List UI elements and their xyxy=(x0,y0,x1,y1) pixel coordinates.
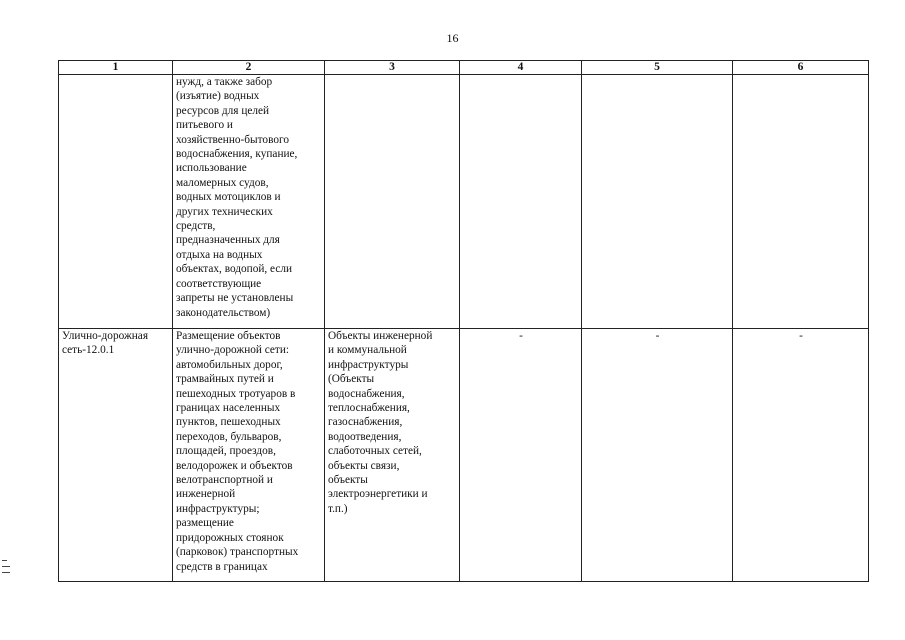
table-cell xyxy=(460,329,582,582)
table-cell xyxy=(733,75,869,329)
table-cell xyxy=(733,329,869,582)
cell-text: - xyxy=(519,330,523,342)
table-header-row xyxy=(59,61,869,75)
cell-text: Объекты инженерной и коммунальной инфраструктуры (Объекты водоснабжения, теплоснабжения, газоснабжения, водоотведения, слаботочных сетей, объекты связи, объекты электроэнергетики и т.п.) xyxy=(328,330,433,515)
cell-text xyxy=(585,75,730,328)
cell-text: Размещение объектов улично-дорожной сети: автомобильных дорог, трамвайных путей и пешеходных тротуаров в границах населенных пунктов, пешеходных переходов, бульваров, площадей, проездов, велодорожек и объектов велотранспортной и инженерной инфраструктуры; размещение придорожных стоянок (парковок) транспортных средств в границах xyxy=(176,330,299,573)
margin-tick xyxy=(2,566,10,567)
table-cell xyxy=(582,75,733,329)
column-header-1: 1 xyxy=(59,61,173,75)
page-number: 16 xyxy=(446,31,459,45)
margin-tick xyxy=(2,560,7,561)
cell-text xyxy=(62,75,170,328)
margin-marks xyxy=(2,560,10,578)
table-cell xyxy=(325,329,460,582)
cell-text xyxy=(463,75,579,328)
cell-text: - xyxy=(655,330,660,342)
table-cell xyxy=(460,75,582,329)
column-header-4: 4 xyxy=(460,61,582,75)
regulations-table xyxy=(58,60,869,582)
table-cell xyxy=(173,329,325,582)
table-cell xyxy=(59,329,173,582)
table-row xyxy=(59,329,869,582)
cell-text: Улично-дорожная сеть-12.0.1 xyxy=(62,330,149,357)
cell-text xyxy=(328,75,457,328)
table-cell xyxy=(59,75,173,329)
column-header-5: 5 xyxy=(582,61,733,75)
column-header-2: 2 xyxy=(173,61,325,75)
table-row xyxy=(59,75,869,329)
table-cell xyxy=(325,75,460,329)
margin-tick xyxy=(2,572,10,573)
column-header-6: 6 xyxy=(733,61,869,75)
cell-text: нужд, а также забор (изъятие) водных ресурсов для целей питьевого и хозяйственно-бытового водоснабжения, купание, использование маломерных судов, водных мотоциклов и других технических средств, предназначенных для отдыха на водных объектах, водопой, если соответствующие запреты не установлены законодательством) xyxy=(176,76,298,319)
column-header-3: 3 xyxy=(325,61,460,75)
cell-text xyxy=(736,75,866,328)
table-cell xyxy=(582,329,733,582)
cell-text: - xyxy=(799,330,803,342)
table-cell xyxy=(173,75,325,329)
